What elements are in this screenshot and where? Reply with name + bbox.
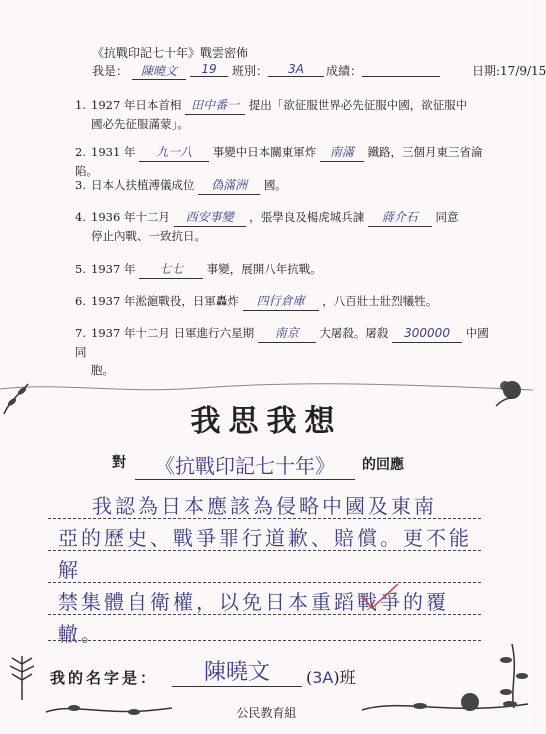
reflection-line: 我認為日本應該為侵略中國及東南 [92,494,437,518]
question-6: 6. 1937 年淞滬戰役，日軍轟炸 四行倉庫 ，八百壯士壯烈犧牲。 [75,292,495,311]
answer-3: 偽滿洲 [198,176,260,195]
date-label: 日期:17/9/15 [472,64,546,78]
class-answer: 3A [312,668,334,687]
question-5: 5. 1937 年 七七 事變，展開八年抗戰。 [75,260,495,279]
response-label: 的回應 [362,457,404,473]
answer-5: 七七 [139,260,203,279]
class-number: 19 [190,62,228,77]
class-value: 3A [268,62,324,77]
question-3: 3. 日本人扶植溥儀成位 偽滿洲 國。 [75,176,495,195]
fern-ornament-icon [4,652,40,702]
answer-1: 田中番一 [185,96,245,115]
topic-answer: 《抗戰印記七十年》 [135,450,355,480]
score-label: 成績： [326,64,363,78]
my-name-value: 陳曉文 [172,655,302,687]
answer-4b: 蔣介石 [368,208,432,227]
name-value: 陳曉文 [132,62,186,80]
score-blank [362,62,440,77]
checkmark-icon [360,582,400,610]
answer-2b: 南滿 [320,143,364,162]
question-7: 7. 1937 年十二月 日軍進行六星期 南京 大屠殺。屠殺 300000 中國同 胞。 [75,326,489,377]
question-1: 1. 1927 年日本首相 田中番一 提出「欲征服世界必先征服中國，欲征服中 國必先征服滿蒙」。 [75,98,468,131]
answer-7b: 300000 [392,324,462,343]
class-field: (3A)班 [306,668,356,687]
question-4: 4. 1936 年十二月 西安事變 ，張學良及楊虎城兵諫 蔣介石 同意 停止內戰、一致抗日。 [75,210,459,243]
answer-6: 四行倉庫 [243,292,319,311]
class-label: 班別： [232,64,269,78]
reflection-heading: 我思我想 [190,404,343,439]
answer-7a: 南京 [258,324,316,343]
department-footer: 公民教育組 [236,706,297,720]
question-2: 2. 1931 年 九一八 事變中日本關東軍炸 南滿 鐵路，三個月東三省淪陷。 [75,145,483,178]
answer-2a: 九一八 [139,143,209,162]
reflection-line: 轍。 [58,622,104,646]
reflection-line: 禁集體自衛權，以免日本重蹈戰爭的覆 [58,590,449,614]
my-name-label: 我的名字是： [50,669,159,687]
dui-label: 對 [112,455,126,471]
worksheet-title: 《抗戰印記七十年》戰雲密佈 [92,46,249,60]
class-suffix: 班 [339,668,356,687]
reflection-text [58,490,478,650]
name-label: 我是： [92,64,129,78]
answer-4a: 西安事變 [174,208,246,227]
reflection-line: 亞的歷史、戰爭罪行道歉、賠償。更不能解 [58,526,472,582]
